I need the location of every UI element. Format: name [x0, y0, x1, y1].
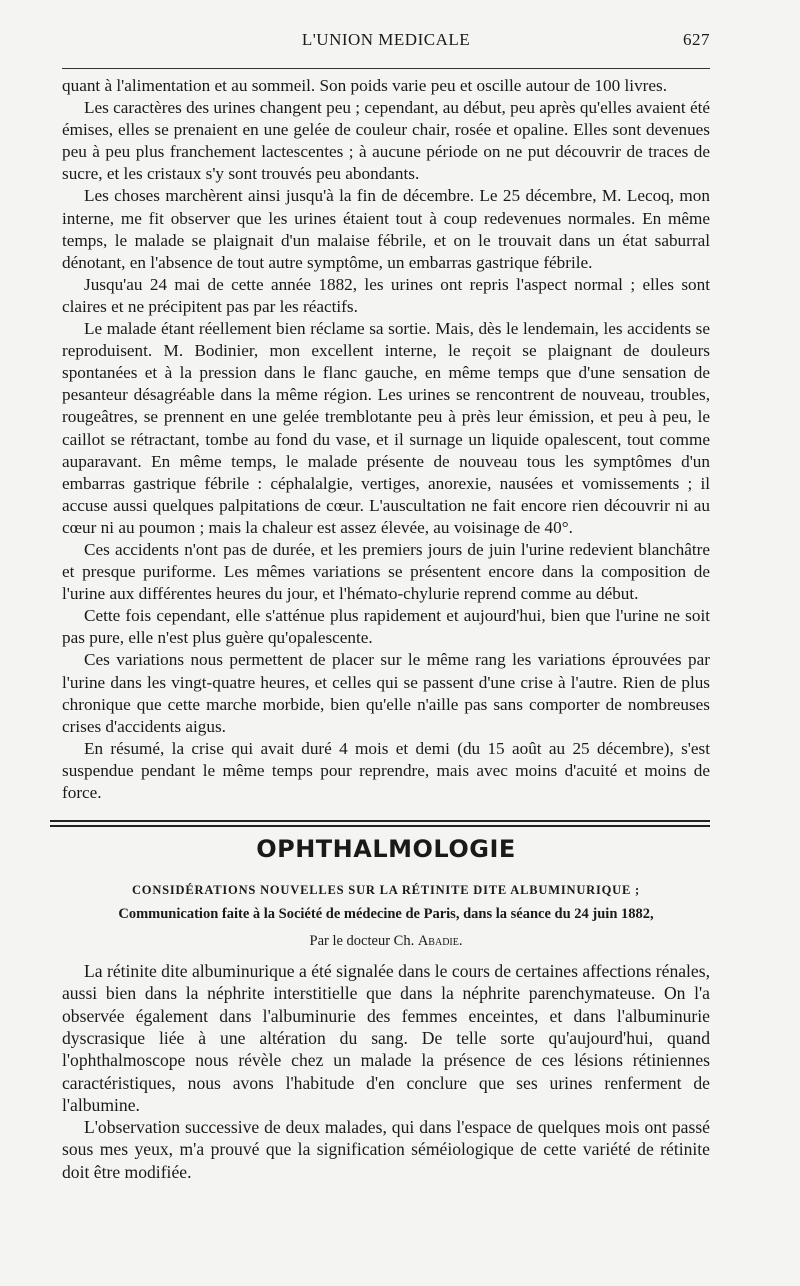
paragraph: Les caractères des urines changent peu ; cependant, au début, peu après qu'elles avaient été émises, elles se prenaient en une gelée de couleur chair, rosée et opaline. Elles sont devenues peu à peu plus franchement lactescentes ; à aucune période on ne put découvrir de traces de sucre, et les cristaux s'y sont trouvés peu abondants.: [62, 98, 710, 184]
author-prefix: Par le docteur Ch.: [309, 933, 415, 950]
paragraph: Ces variations nous permettent de placer sur le même rang les variations éprouvées par l'urine dans les vingt-quatre heures, et celles qui se passent d'une crise à l'autre. Rien de plus chronique que cette marche morbide, bien qu'elle n'aille pas sans comporter de nombreuses crises d'accidents aigus.: [62, 650, 710, 736]
section-title: OPHTHALMOLOGIE: [256, 835, 516, 864]
page-number: 627: [683, 30, 710, 49]
paragraph: Jusqu'au 24 mai de cette année 1882, les urines ont repris l'aspect normal ; elles sont claires et ne précipitent pas par les réactifs.: [62, 274, 710, 316]
case-report-text: [62, 75, 710, 804]
paragraph: Ces accidents n'ont pas de durée, et les premiers jours de juin l'urine redevient blanchâtre et presque puriforme. Les mêmes variations se présentent encore dans la composition de l'urine aux différentes heures du jour, et l'hémato-chylurie reprend comme au début.: [62, 539, 710, 604]
article-author: [62, 933, 710, 950]
article-title: CONSIDÉRATIONS NOUVELLES SUR LA RÉTINITE DITE ALBUMINURIQUE ;: [131, 883, 641, 898]
journal-title: L'UNION MEDICALE: [301, 30, 471, 49]
header-rule: [62, 68, 710, 69]
article-subtitle: Communication faite à la Société de médecine de Paris, dans la séance du 24 juin 1882,: [118, 906, 654, 923]
paragraph: L'observation successive de deux malades, qui dans l'espace de quelques mois ont passé sous mes yeux, m'a prouvé que la signification séméiologique de cette variété de rétinite doit être modifiée.: [62, 1117, 710, 1182]
paragraph: Les choses marchèrent ainsi jusqu'à la fin de décembre. Le 25 décembre, M. Lecoq, mon interne, me fit observer que les urines étaient tout à coup redevenues normales. En même temps, le malade se plaignait d'un malaise fébrile, et on le trouvait dans un état saburral dénotant, en l'absence de tout autre symptôme, un embarras gastrique fébrile.: [62, 186, 710, 272]
paragraph: Cette fois cependant, elle s'atténue plus rapidement et aujourd'hui, bien que l'urine ne soit pas pure, elle n'est plus guère qu'opalescente.: [62, 606, 710, 648]
paragraph: quant à l'alimentation et au sommeil. Son poids varie peu et oscille autour de 100 livres.: [62, 76, 667, 95]
page-header: [62, 30, 710, 54]
paragraph: En résumé, la crise qui avait duré 4 mois et demi (du 15 août au 25 décembre), s'est suspendue pendant le même temps pour reprendre, mais avec moins d'acuité et moins de force.: [62, 738, 710, 802]
article-text: [62, 960, 710, 1183]
author-name: Abadie.: [417, 933, 463, 950]
paragraph: La rétinite dite albuminurique a été signalée dans le cours de certaines affections rénales, aussi bien dans la néphrite interstitielle que dans la néphrite parenchymateuse. On l'a observée également dans l'albuminurie des femmes enceintes, et dans l'albuminurie dyscrasique liée à une altération du sang. De telle sorte qu'aujourd'hui, quand l'ophthalmoscope nous révèle chez un malade la présence de ces lésions rétiniennes caractéristiques, nous avons l'habitude d'en conclure que ses urines renferment de l'albumine.: [62, 961, 710, 1115]
paragraph: Le malade étant réellement bien réclame sa sortie. Mais, dès le lendemain, les accidents se reproduisent. M. Bodinier, mon excellent interne, le reçoit se plaignant de douleurs spontanées et à la pression dans le flanc gauche, en même temps que d'une sensation de pesanteur désagréable dans la même région. Les urines se rencontrent de nouveau, troubles, rougeâtres, se prennent en une gelée tremblotante peu à près leur émission, et peu à peu, le caillot se rétractant, tombe au fond du vase, et il surnage un liquide opalescent, tout comme auparavant. En même temps, le malade présente de nouveau tous les symptômes d'un embarras gastrique fébrile : céphalalgie, vertiges, anorexie, nausées et vomissements ; il accuse aussi quelques palpitations de cœur. L'auscultation ne fait encore rien découvrir ni au cœur ni au poumon ; mais la chaleur est assez élevée, au voisinage de 40°.: [62, 319, 710, 537]
section-divider: [50, 820, 710, 827]
